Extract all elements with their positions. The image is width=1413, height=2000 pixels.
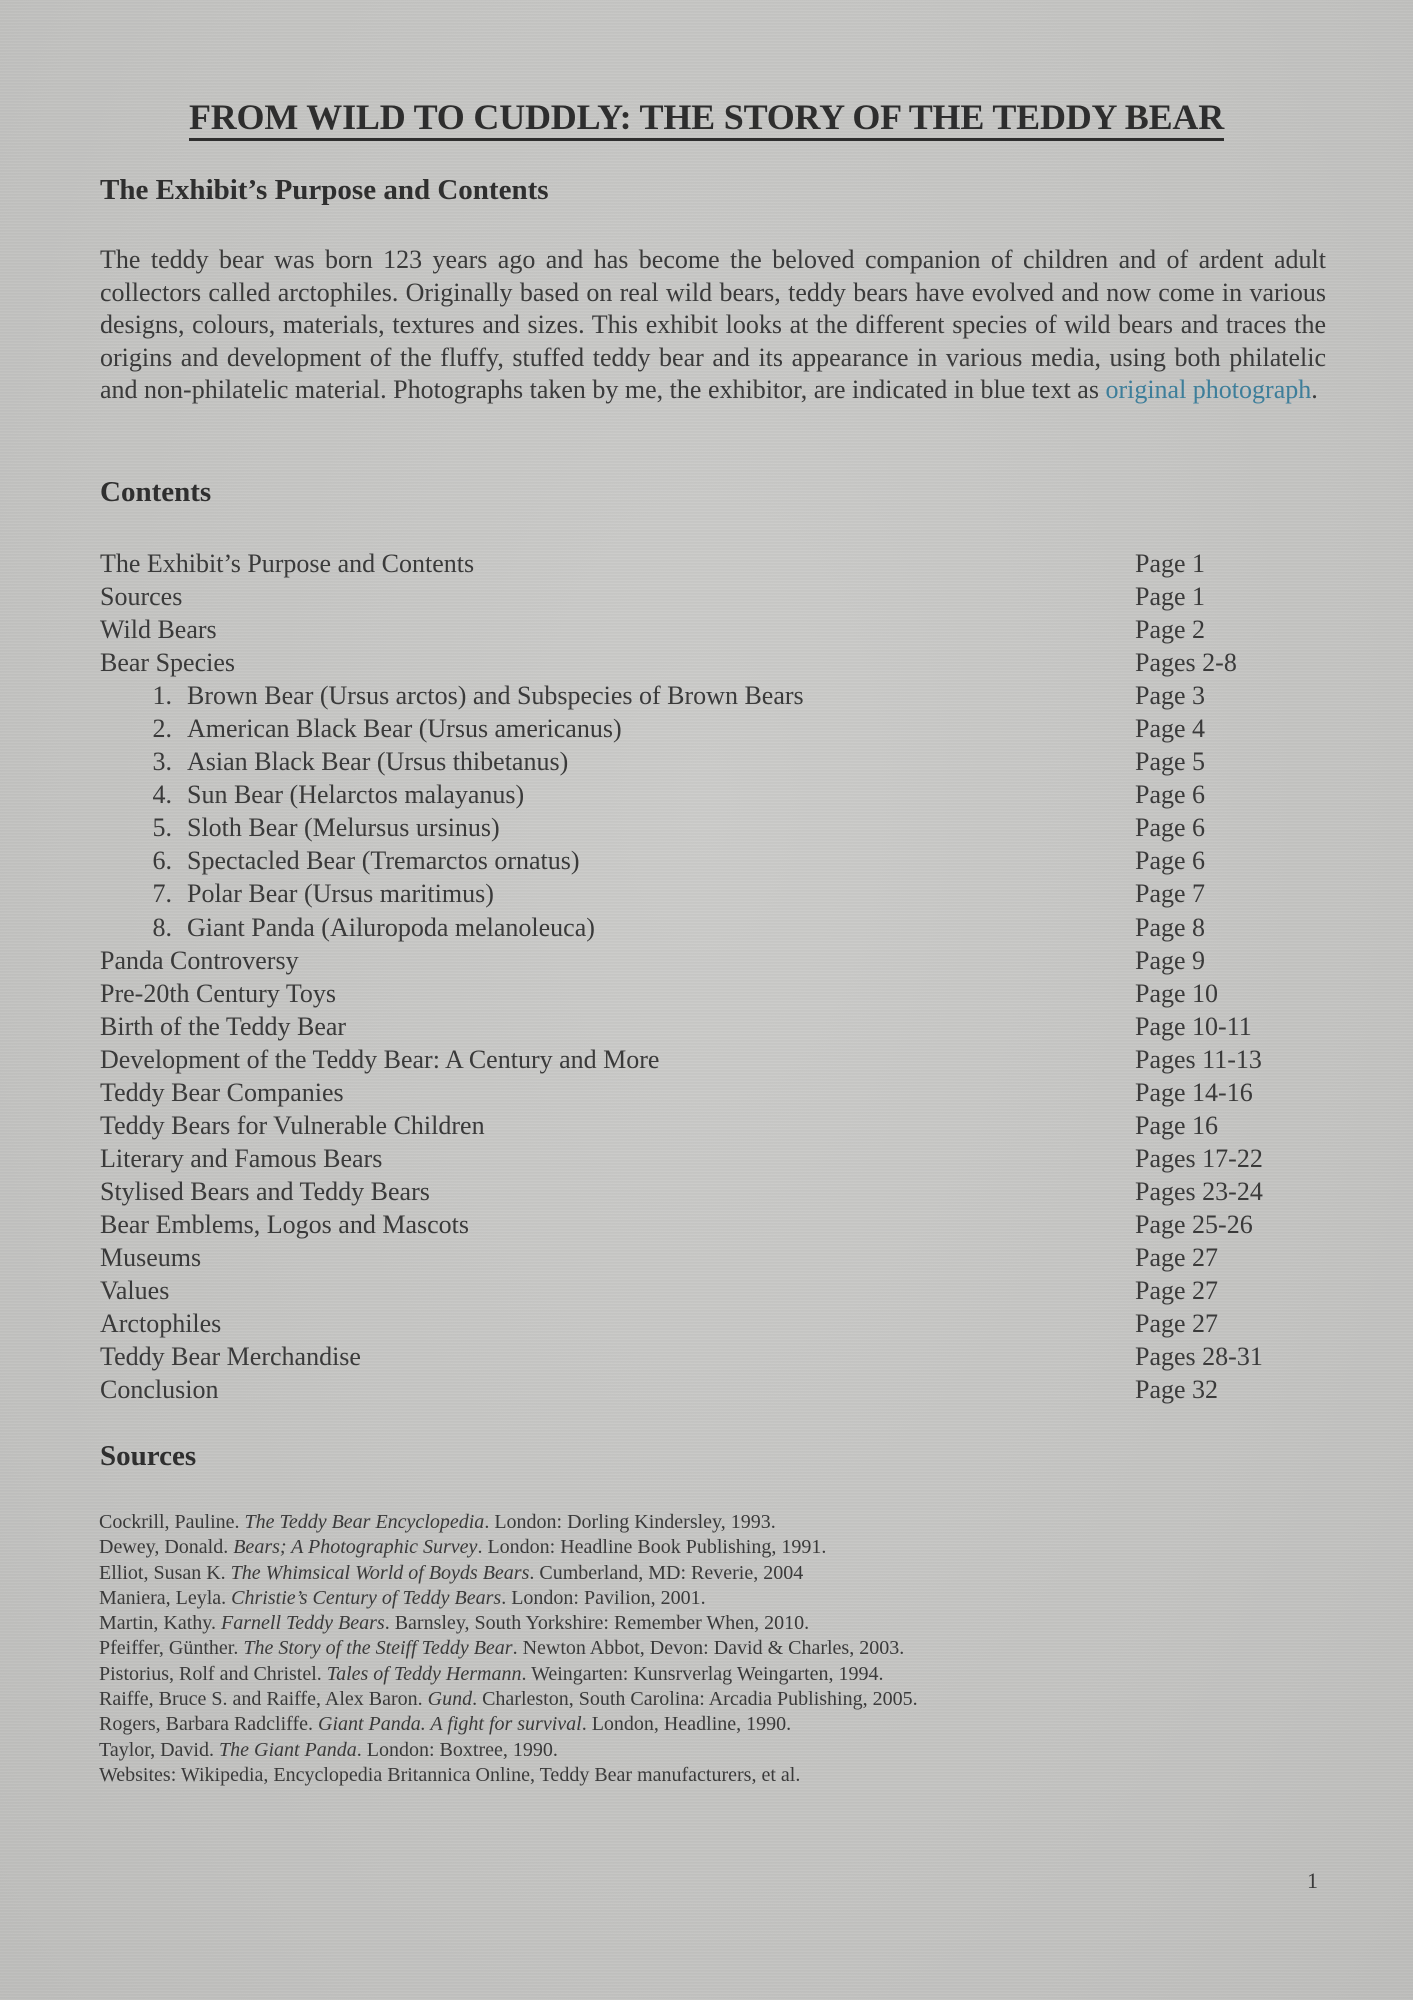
source-entry <box>99 1586 1299 1611</box>
toc-entry <box>100 1109 1340 1142</box>
toc-entry <box>100 679 1340 712</box>
toc-entry-page: Page 1 <box>1135 549 1206 578</box>
source-publication: . Charleston, South Carolina: Arcadia Publishing, 2005. <box>472 1688 918 1711</box>
toc-entry-label: Polar Bear (Ursus maritimus) <box>187 879 494 909</box>
toc-entry-page: Pages 17-22 <box>1135 1143 1263 1173</box>
toc-entry <box>100 712 1340 745</box>
toc-entry-page: Page 10-11 <box>1135 1011 1252 1041</box>
toc-entry-label: Teddy Bear Merchandise <box>100 1342 361 1372</box>
source-entry <box>99 1763 1299 1788</box>
source-publication: . Cumberland, MD: Reverie, 2004 <box>529 1561 804 1584</box>
source-publication: . London: Boxtree, 1990. <box>356 1738 558 1761</box>
contents-heading: Contents <box>100 476 212 508</box>
original-photograph-marker: original photograph <box>1105 375 1312 404</box>
toc-entry-page: Page 32 <box>1135 1375 1219 1405</box>
toc-entry-label: Bear Emblems, Logos and Mascots <box>100 1209 469 1239</box>
toc-entry <box>100 911 1340 944</box>
title-text: FROM WILD TO CUDDLY: THE STORY OF THE TEDDY BEAR <box>189 97 1224 141</box>
source-author: Rogers, Barbara Radcliffe. <box>99 1713 318 1736</box>
toc-entry <box>100 1175 1340 1208</box>
toc-entry-label: Arctophiles <box>100 1309 222 1339</box>
source-author: Maniera, Leyla. <box>99 1586 232 1609</box>
toc-entry-number: 3. <box>152 747 172 777</box>
toc-entry <box>100 1142 1340 1175</box>
toc-entry-number: 4. <box>152 780 172 810</box>
source-title: Bears; A Photographic Survey <box>233 1536 478 1559</box>
source-author: Taylor, David. <box>99 1738 219 1761</box>
toc-entry-page: Pages 11-13 <box>1135 1044 1262 1074</box>
toc-entry-label: Brown Bear (Ursus arctos) and Subspecies of Brown Bears <box>187 681 804 711</box>
purpose-heading: The Exhibit’s Purpose and Contents <box>100 174 549 206</box>
toc-entry <box>100 1208 1340 1241</box>
toc-entry <box>100 1340 1340 1373</box>
toc-entry-page: Page 6 <box>1135 813 1206 843</box>
source-publication: . London, Headline, 1990. <box>581 1713 792 1736</box>
toc-entry <box>100 646 1340 679</box>
source-title: Christie’s Century of Teddy Bears <box>231 1586 502 1609</box>
toc-entry-page: Page 5 <box>1135 747 1206 777</box>
source-entry <box>99 1738 1299 1763</box>
toc-entry-page: Pages 28-31 <box>1135 1342 1263 1372</box>
toc-entry-label: Spectacled Bear (Tremarctos ornatus) <box>187 846 580 876</box>
source-publication: . Newton Abbot, Devon: David & Charles, 2003. <box>512 1637 905 1660</box>
toc-entry-page: Page 2 <box>1135 615 1206 645</box>
toc-entry <box>100 1010 1340 1043</box>
source-entry <box>99 1611 1299 1636</box>
source-publication: . London: Dorling Kindersley, 1993. <box>484 1511 776 1533</box>
toc-entry-label: Museums <box>100 1242 202 1272</box>
toc-entry <box>100 877 1340 910</box>
page-number: 1 <box>1307 1868 1318 1893</box>
source-entry <box>99 1535 1299 1560</box>
source-entry <box>99 1712 1299 1737</box>
source-title: Farnell Teddy Bears <box>221 1612 385 1635</box>
toc-entry-number: 7. <box>152 879 172 909</box>
source-title: The Whimsical World of Boyds Bears <box>230 1561 530 1584</box>
toc-entry <box>100 778 1340 811</box>
toc-entry-page: Page 9 <box>1135 945 1206 975</box>
source-author: Pistorius, Rolf and Christel. <box>99 1662 327 1685</box>
toc-entry-label: Giant Panda (Ailuropoda melanoleuca) <box>187 912 595 942</box>
toc-entry-page: Page 27 <box>1135 1242 1219 1272</box>
toc-entry <box>100 745 1340 778</box>
toc-entry-label: American Black Bear (Ursus americanus) <box>187 714 622 744</box>
source-title: Giant Panda. A fight for survival <box>318 1713 582 1736</box>
intro-text-end: . <box>1311 375 1318 404</box>
sources-list <box>99 1510 1299 1788</box>
toc-entry-label: Asian Black Bear (Ursus thibetanus) <box>187 747 569 777</box>
document-title <box>0 96 1413 138</box>
toc-entry-page: Page 6 <box>1135 780 1206 810</box>
toc-entry-page: Page 14-16 <box>1135 1077 1253 1107</box>
toc-entry-number: 5. <box>152 813 172 843</box>
toc-entry <box>100 1076 1340 1109</box>
toc-entry <box>100 547 1340 580</box>
toc-entry <box>100 1307 1340 1340</box>
intro-text: The teddy bear was born 123 years ago and has become the beloved companion of children and of ardent adult collectors called arctophiles. Originally based on real wild bears, teddy bears have evolved and now come in various designs, colours, materials, textures and sizes. This exhibit looks at the different species of wild bears and traces the origins and development of the fluffy, stuffed teddy bear and its appearance in various media, using both philatelic and non-philatelic material. Photographs taken by me, the exhibitor, are indicated in blue text as <box>100 245 1326 404</box>
sources-heading: Sources <box>100 1440 197 1472</box>
toc-entry-number: 1. <box>152 681 172 711</box>
toc-entry-label: Sun Bear (Helarctos malayanus) <box>187 780 525 810</box>
toc-entry-number: 6. <box>152 846 172 876</box>
toc-entry-label: Pre-20th Century Toys <box>100 978 337 1008</box>
toc-entry-label: Values <box>100 1276 170 1306</box>
toc-entry-page: Page 10 <box>1135 978 1219 1008</box>
source-publication: . Barnsley, South Yorkshire: Remember When, 2010. <box>384 1612 810 1635</box>
source-entry <box>99 1687 1299 1712</box>
toc-entry-label: Sloth Bear (Melursus ursinus) <box>187 813 500 843</box>
toc-entry-page: Pages 2-8 <box>1135 648 1237 678</box>
toc-entry <box>100 1274 1340 1307</box>
toc-entry <box>100 1241 1340 1274</box>
source-author: Dewey, Donald. <box>99 1536 234 1559</box>
toc-entry-label: The Exhibit’s Purpose and Contents <box>100 549 475 578</box>
toc-entry-page: Page 1 <box>1135 582 1206 612</box>
source-author: Martin, Kathy. <box>99 1612 222 1635</box>
source-title: The Story of the Steiff Teddy Bear <box>243 1637 513 1660</box>
toc-entry-label: Literary and Famous Bears <box>100 1143 383 1173</box>
source-title: Gund <box>427 1688 473 1711</box>
source-author: Websites: Wikipedia, Encyclopedia Britannica Online, Teddy Bear manufacturers, et al. <box>99 1763 801 1786</box>
toc-entry-page: Page 27 <box>1135 1276 1219 1306</box>
source-author: Pfeiffer, Günther. <box>99 1637 244 1660</box>
toc-entry <box>100 580 1340 613</box>
toc-entry-page: Page 6 <box>1135 846 1206 876</box>
source-publication: . Weingarten: Kunsrverlag Weingarten, 1994. <box>521 1662 884 1685</box>
source-author: Raiffe, Bruce S. and Raiffe, Alex Baron. <box>99 1688 428 1711</box>
table-of-contents <box>100 547 1340 1406</box>
intro-paragraph <box>100 244 1326 407</box>
toc-entry <box>100 844 1340 877</box>
toc-entry-label: Panda Controversy <box>100 945 299 975</box>
source-entry <box>99 1510 1299 1535</box>
toc-entry-page: Page 4 <box>1135 714 1206 744</box>
toc-entry-page: Page 7 <box>1135 879 1206 909</box>
toc-entry <box>100 977 1340 1010</box>
source-publication: . London: Headline Book Publishing, 1991. <box>477 1536 827 1559</box>
toc-entry-label: Development of the Teddy Bear: A Century and More <box>100 1044 660 1074</box>
toc-entry <box>100 613 1340 646</box>
toc-entry-label: Conclusion <box>100 1375 219 1405</box>
source-title: Tales of Teddy Hermann <box>326 1662 522 1685</box>
source-author: Cockrill, Pauline. <box>99 1511 245 1533</box>
toc-entry <box>100 1043 1340 1076</box>
toc-entry <box>100 944 1340 977</box>
source-author: Elliot, Susan K. <box>99 1561 231 1584</box>
source-entry <box>99 1662 1299 1687</box>
toc-entry-label: Bear Species <box>100 648 236 678</box>
toc-entry-page: Pages 23-24 <box>1135 1176 1263 1206</box>
toc-entry-page: Page 25-26 <box>1135 1209 1253 1239</box>
toc-entry-page: Page 3 <box>1135 681 1206 711</box>
toc-entry-page: Page 16 <box>1135 1110 1219 1140</box>
toc-entry-label: Teddy Bears for Vulnerable Children <box>100 1110 485 1140</box>
toc-entry-label: Wild Bears <box>100 615 217 645</box>
source-title: The Giant Panda <box>219 1738 357 1761</box>
toc-entry-label: Sources <box>100 582 183 612</box>
toc-entry-label: Stylised Bears and Teddy Bears <box>100 1176 430 1206</box>
toc-entry-page: Page 27 <box>1135 1309 1219 1339</box>
toc-entry <box>100 1373 1340 1406</box>
toc-entry-label: Birth of the Teddy Bear <box>100 1011 347 1041</box>
toc-entry <box>100 811 1340 844</box>
source-entry <box>99 1561 1299 1586</box>
toc-entry-number: 8. <box>152 912 172 942</box>
source-publication: . London: Pavilion, 2001. <box>501 1586 706 1609</box>
source-title: The Teddy Bear Encyclopedia <box>244 1511 485 1533</box>
toc-entry-page: Page 8 <box>1135 912 1206 942</box>
toc-entry-label: Teddy Bear Companies <box>100 1077 344 1107</box>
toc-entry-number: 2. <box>152 714 172 744</box>
source-entry <box>99 1636 1299 1661</box>
